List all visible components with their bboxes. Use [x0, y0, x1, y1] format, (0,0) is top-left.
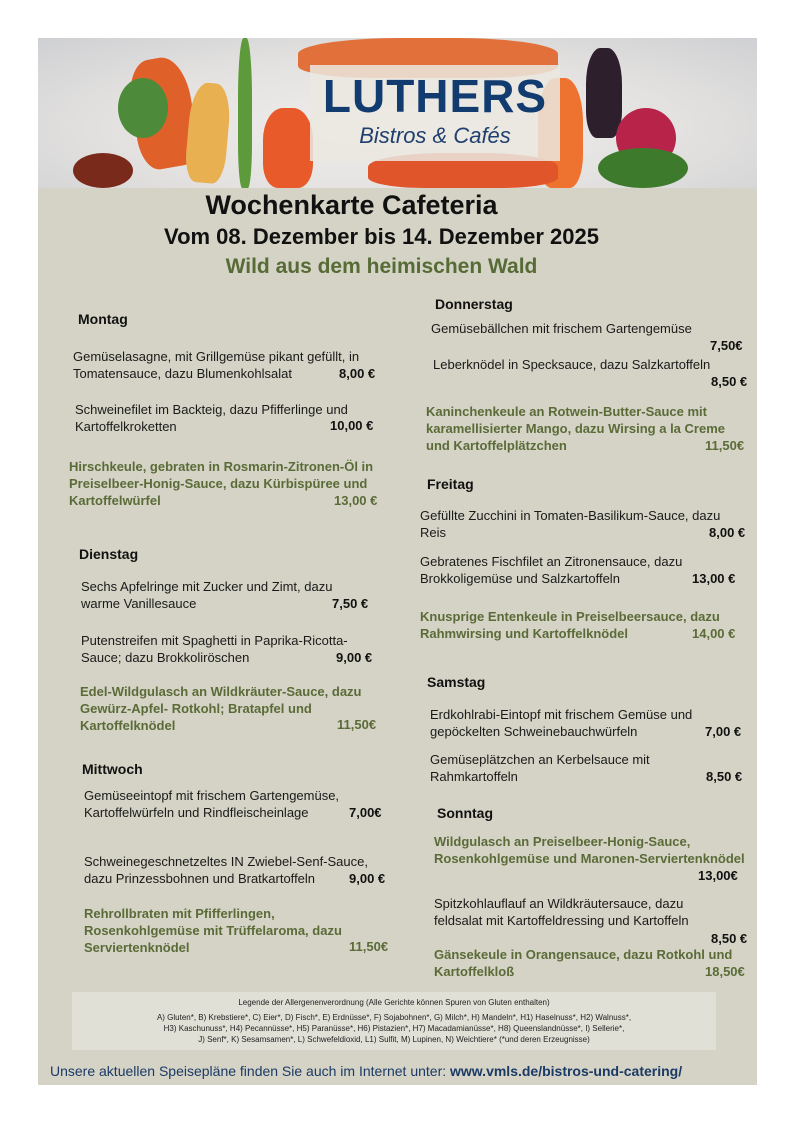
- footer-text: Unsere aktuellen Speisepläne finden Sie auch im Internet unter:: [50, 1063, 451, 1079]
- dish-text: Gefüllte Zucchini in Tomaten-Basilikum-Sauce, dazu: [420, 508, 721, 523]
- price: 9,00 €: [336, 650, 373, 665]
- dish-text: Kartoffelkloß: [434, 964, 515, 979]
- menu-item: [430, 751, 650, 785]
- menu-item: [420, 553, 682, 587]
- dish-text: Gemüseeintopf mit frischem Gartengemüse,: [84, 788, 340, 803]
- price: 14,00 €: [692, 626, 736, 641]
- legend-line: H3) Kaschunuss*, H4) Pecannüsse*, H5) Paranüsse*, H6) Pistazien*, H7) Macadamianüsse*, H8) Queenslandnüsse*, I) Sellerie*,: [163, 1024, 625, 1033]
- price: 9,00 €: [349, 871, 386, 886]
- dish-text: Hirschkeule, gebraten in Rosmarin-Zitronen-Öl in: [69, 459, 374, 474]
- dish-text: Gemüsebällchen mit frischem Gartengemüse: [431, 321, 692, 336]
- dish-text: Tomatensauce, dazu Blumenkohlsalat: [73, 366, 292, 381]
- dish-text: Gemüseplätzchen an Kerbelsauce mit: [430, 752, 650, 767]
- dish-text: Reis: [420, 525, 447, 540]
- dish-text: Schweinefilet im Backteig, dazu Pfifferlinge und: [75, 402, 348, 417]
- dish-text: Schweinegeschnetzeltes IN Zwiebel-Senf-Sauce,: [84, 854, 368, 869]
- dish-text: dazu Prinzessbohnen und Bratkartoffeln: [84, 871, 316, 886]
- price: 18,50€: [705, 964, 745, 979]
- dish-text: Brokkoligemüse und Salzkartoffeln: [420, 571, 620, 586]
- menu-item: [433, 356, 710, 373]
- price: 7,00 €: [705, 724, 742, 739]
- price: 13,00 €: [334, 493, 378, 508]
- dish-text: Gänsekeule in Orangensauce, dazu Rotkohl und: [434, 947, 733, 962]
- price: 7,50€: [710, 338, 743, 353]
- legend-line: A) Gluten*, B) Krebstiere*, C) Eier*, D) Fisch*, E) Erdnüsse*, F) Sojabohnen*, G) Milch*, H) Mandeln*, H1) Haselnuss*, H2) Walnuss*,: [156, 1013, 632, 1022]
- menu-item: [75, 401, 348, 435]
- dish-text: Serviertenknödel: [84, 940, 190, 955]
- date-range: Vom 08. Dezember bis 14. Dezember 2025: [164, 224, 599, 249]
- dish-text: Edel-Wildgulasch an Wildkräuter-Sauce, dazu: [80, 684, 362, 699]
- menu-item-wild: [80, 683, 362, 734]
- menu-item: [434, 895, 689, 929]
- allergen-legend: [72, 992, 716, 1050]
- vegetable-decoration: [184, 81, 233, 184]
- menu-item-wild: [84, 905, 342, 956]
- dish-text: Rehrollbraten mit Pfifferlingen,: [84, 906, 275, 921]
- dish-text: Gewürz-Apfel- Rotkohl; Bratapfel und: [80, 701, 312, 716]
- hero-image: [38, 38, 757, 188]
- vegetable-decoration: [263, 108, 313, 188]
- price: 7,00€: [349, 805, 382, 820]
- legend-heading: Legende der Allergenenverordnung (Alle Gerichte können Spuren von Gluten enthalten): [238, 998, 550, 1007]
- menu-item: [84, 853, 368, 887]
- dish-text: Kartoffelwürfel: [69, 493, 161, 508]
- logo-title: LUTHERS: [322, 70, 548, 122]
- dish-text: Sechs Apfelringe mit Zucker und Zimt, dazu: [81, 579, 333, 594]
- logo: [310, 65, 560, 161]
- legend-line: J) Senf*, K) Sesamsamen*, L) Schwefeldioxid, L1) Sulfit, M) Lupinen, N) Weichtiere* (*und deren Erzeugnisse): [198, 1035, 590, 1044]
- menu-item-wild: [434, 946, 732, 980]
- vegetable-decoration: [598, 148, 688, 188]
- menu-item: [430, 706, 692, 740]
- day-heading-donnerstag: Donnerstag: [435, 296, 513, 312]
- dish-text: Rosenkohlgemüse und Maronen-Serviertenknödel: [434, 851, 745, 866]
- dish-text: Wildgulasch an Preiselbeer-Honig-Sauce,: [434, 834, 691, 849]
- dish-text: Gemüselasagne, mit Grillgemüse pikant gefüllt, in: [73, 349, 360, 364]
- theme-subtitle: Wild aus dem heimischen Wald: [225, 255, 538, 278]
- dish-text: Kartoffelwürfeln und Rindfleischeinlage: [84, 805, 309, 820]
- dish-text: Leberknödel in Specksauce, dazu Salzkartoffeln: [433, 357, 711, 372]
- dish-text: Knusprige Entenkeule in Preiselbeersauce, dazu: [420, 609, 720, 624]
- dish-text: Rahmkartoffeln: [430, 769, 518, 784]
- website-link[interactable]: www.vmls.de/bistros-und-catering/: [450, 1063, 683, 1079]
- dish-text: Spitzkohlauflauf an Wildkräutersauce, dazu: [434, 896, 684, 911]
- dish-text: Rosenkohlgemüse mit Trüffelaroma, dazu: [84, 923, 342, 938]
- dish-text: Kartoffelkroketten: [75, 419, 177, 434]
- dish-text: feldsalat mit Kartoffeldressing und Kartoffeln: [434, 913, 689, 928]
- price: 8,50 €: [706, 769, 743, 784]
- price: 8,50 €: [711, 374, 748, 389]
- price: 11,50€: [705, 438, 745, 453]
- dish-text: Gebratenes Fischfilet an Zitronensauce, dazu: [420, 554, 683, 569]
- day-heading-freitag: Freitag: [427, 476, 474, 492]
- dish-text: gepöckelten Schweinebauchwürfeln: [430, 724, 638, 739]
- price: 11,50€: [337, 717, 377, 732]
- menu-item-wild: [434, 833, 745, 867]
- price: 8,50 €: [711, 931, 748, 946]
- footer: [50, 1063, 682, 1079]
- menu-item-wild: [69, 458, 373, 509]
- dish-text: Putenstreifen mit Spaghetti in Paprika-Ricotta-: [81, 633, 348, 648]
- dish-text: Kaninchenkeule an Rotwein-Butter-Sauce mit: [426, 404, 707, 419]
- dish-text: Kartoffelknödel: [80, 718, 176, 733]
- dish-text: Preiselbeer-Honig-Sauce, dazu Kürbispüree und: [69, 476, 368, 491]
- day-heading-mittwoch: Mittwoch: [82, 761, 143, 777]
- day-heading-dienstag: Dienstag: [79, 546, 139, 562]
- vegetable-decoration: [238, 38, 252, 188]
- price: 8,00 €: [709, 525, 746, 540]
- price: 11,50€: [349, 939, 389, 954]
- day-heading-sonntag: Sonntag: [437, 805, 493, 821]
- menu-item: [81, 578, 332, 612]
- menu-item: [84, 787, 339, 821]
- dish-text: Erdkohlrabi-Eintopf mit frischem Gemüse und: [430, 707, 693, 722]
- day-heading-montag: Montag: [78, 311, 128, 327]
- price: 7,50 €: [332, 596, 369, 611]
- dish-text: Sauce; dazu Brokkoliröschen: [81, 650, 250, 665]
- page-title: Wochenkarte Cafeteria: [205, 190, 498, 220]
- price: 8,00 €: [339, 366, 376, 381]
- day-heading-samstag: Samstag: [427, 674, 486, 690]
- dish-text: Rahmwirsing und Kartoffelknödel: [420, 626, 629, 641]
- menu-item-wild: [420, 608, 720, 642]
- logo-subtitle: Bistros & Cafés: [359, 123, 511, 148]
- menu-item: [420, 507, 720, 541]
- menu-item: [73, 348, 359, 382]
- dish-text: karamellisierter Mango, dazu Wirsing a la Creme: [426, 421, 725, 436]
- vegetable-decoration: [73, 153, 133, 188]
- vegetable-decoration: [118, 78, 168, 138]
- menu-item: [431, 320, 692, 337]
- price: 13,00€: [698, 868, 738, 883]
- price: 10,00 €: [330, 418, 374, 433]
- dish-text: und Kartoffelplätzchen: [426, 438, 567, 453]
- menu-item: [81, 632, 348, 666]
- price: 13,00 €: [692, 571, 736, 586]
- vegetable-decoration: [586, 48, 622, 138]
- menu-item-wild: [426, 403, 725, 454]
- dish-text: warme Vanillesauce: [81, 596, 197, 611]
